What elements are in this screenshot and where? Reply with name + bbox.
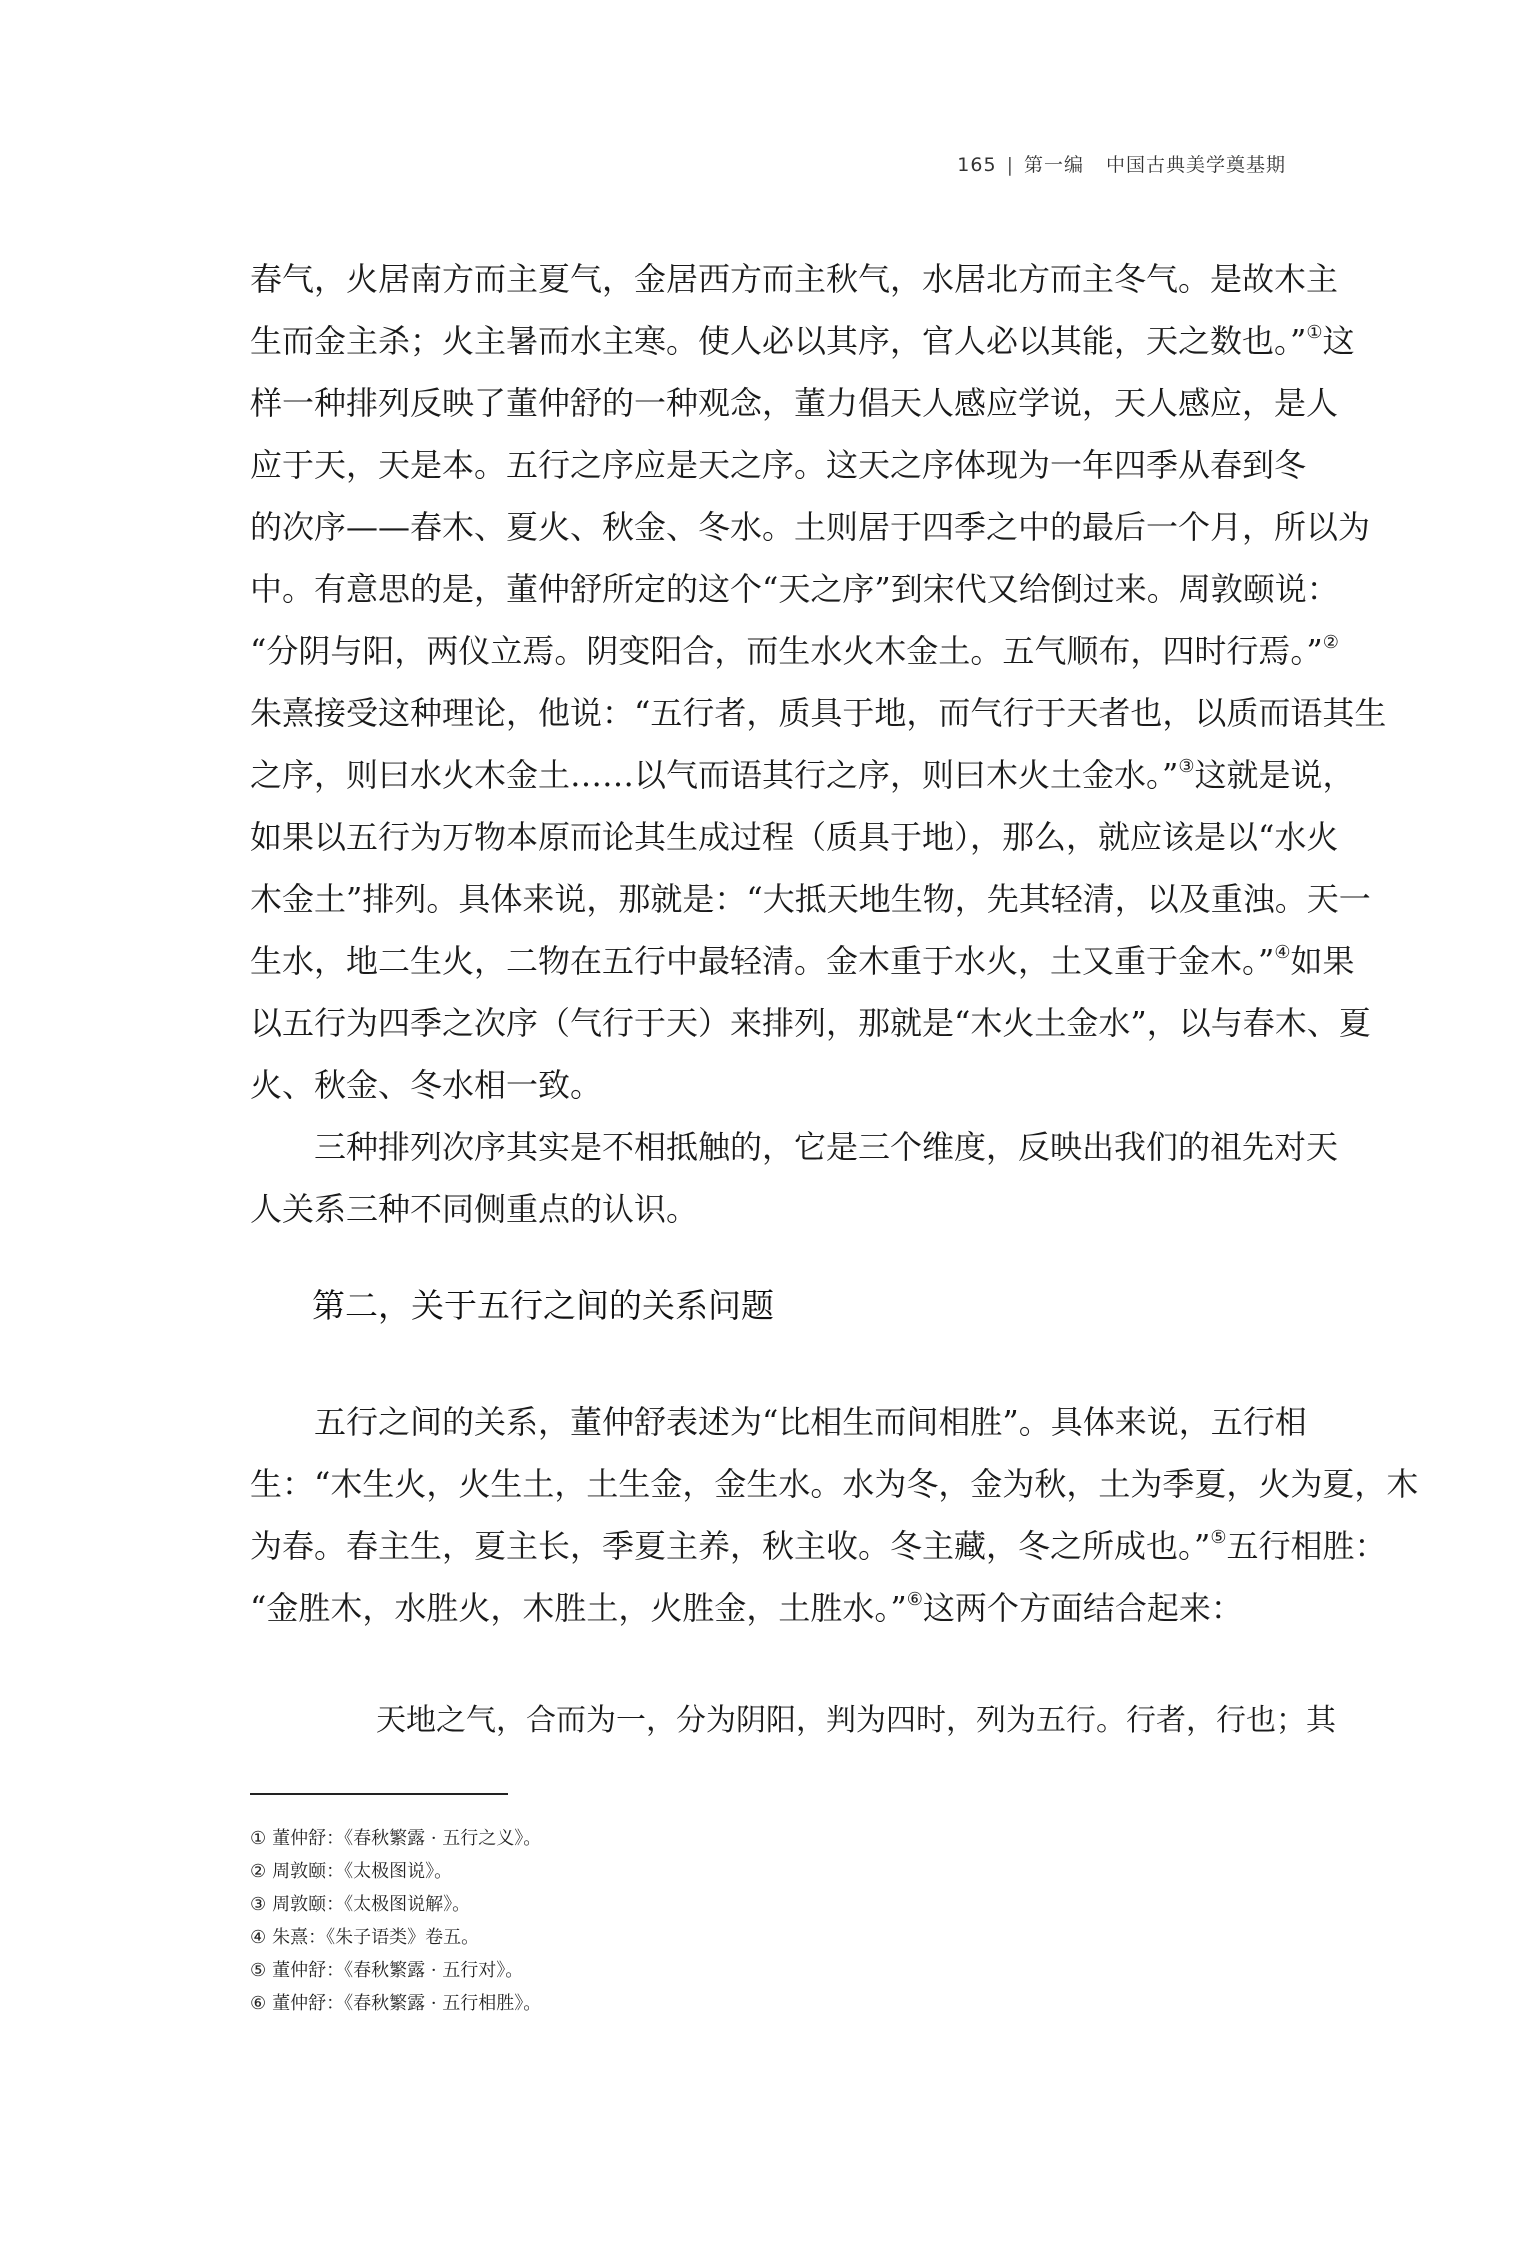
footnote-ref[interactable]: ⑤ [1210, 1527, 1227, 1548]
footnote-ref[interactable]: ④ [1274, 942, 1291, 963]
text-line: 木金土”排列。具体来说，那就是：“大抵天地生物，先其轻清，以及重浊。天一 [250, 880, 1371, 918]
text-line: 生：“木生火，火生土，土生金，金生水。水为冬，金为秋，土为季夏，火为夏，木 [250, 1465, 1419, 1503]
section-heading: 第二，关于五行之间的关系问题 [312, 1286, 774, 1325]
footnote-ref[interactable]: ① [1306, 322, 1323, 343]
text-line: “分阴与阳，两仪立焉。阴变阳合，而生水火木金土。五气顺布，四时行焉。”② [250, 632, 1339, 670]
text-line: 之序，则曰水火木金土……以气而语其行之序，则曰木火土金水。”③这就是说， [250, 756, 1355, 794]
page-number: 165 [957, 154, 997, 176]
paragraph-3 [250, 1391, 1419, 1639]
footnote-ref[interactable]: ③ [1178, 756, 1195, 777]
text-line: 如果以五行为万物本原而论其生成过程（质具于地），那么，就应该是以“水火 [250, 818, 1339, 856]
text-line: 为春。春主生，夏主长，季夏主养，秋主收。冬主藏，冬之所成也。”⑤五行相胜： [250, 1527, 1387, 1565]
footnote-item: ⑥ 董仲舒：《春秋繁露 · 五行相胜》。 [250, 1993, 542, 2014]
header-part: 第一编 [1023, 154, 1084, 176]
text-line: 朱熹接受这种理论，他说：“五行者，质具于地，而气行于天者也，以质而语其生 [250, 694, 1387, 732]
text-line: 春气，火居南方而主夏气，金居西方而主秋气，水居北方而主冬气。是故木主 [250, 260, 1339, 298]
text-line: 火、秋金、冬水相一致。 [250, 1066, 603, 1104]
footnote-item: ① 董仲舒：《春秋繁露 · 五行之义》。 [250, 1828, 542, 1849]
footnote-ref[interactable]: ⑥ [906, 1589, 923, 1610]
text-line: 的次序——春木、夏火、秋金、冬水。土则居于四季之中的最后一个月，所以为 [250, 508, 1371, 546]
footnotes [250, 1822, 541, 2020]
text-line: 中。有意思的是，董仲舒所定的这个“天之序”到宋代又给倒过来。周敦颐说： [250, 570, 1339, 608]
header-separator: | [1006, 154, 1014, 176]
text-line: 天地之气，合而为一，分为阴阳，判为四时，列为五行。行者，行也；其 [376, 1703, 1336, 1738]
text-line: “金胜木，水胜火，木胜土，火胜金，土胜水。”⑥这两个方面结合起来： [250, 1589, 1243, 1627]
paragraph-2 [250, 1116, 1339, 1240]
text-line: 生而金主杀；火主暑而水主寒。使人必以其序，官人必以其能，天之数也。”①这 [250, 322, 1355, 360]
footnote-item: ⑤ 董仲舒：《春秋繁露 · 五行对》。 [250, 1960, 524, 1981]
text-line: 应于天，天是本。五行之序应是天之序。这天之序体现为一年四季从春到冬 [250, 446, 1307, 484]
text-line: 人关系三种不同侧重点的认识。 [250, 1190, 699, 1228]
block-quote [376, 1690, 1336, 1752]
header-section: 中国古典美学奠基期 [1105, 154, 1286, 176]
footnote-item: ③ 周敦颐：《太极图说解》。 [250, 1894, 471, 1915]
text-line: 以五行为四季之次序（气行于天）来排列，那就是“木火土金水”，以与春木、夏 [250, 1004, 1371, 1042]
footnote-divider [250, 1793, 508, 1795]
footnote-item: ④ 朱熹：《朱子语类》卷五。 [250, 1927, 480, 1948]
paragraph-1 [250, 248, 1387, 1116]
text-line: 五行之间的关系，董仲舒表述为“比相生而间相胜”。具体来说，五行相 [314, 1403, 1307, 1441]
running-head [957, 150, 1286, 177]
footnote-ref[interactable]: ② [1322, 632, 1339, 653]
footnote-item: ② 周敦颐：《太极图说》。 [250, 1861, 453, 1882]
text-line: 生水，地二生火，二物在五行中最轻清。金木重于水火，土又重于金木。”④如果 [250, 942, 1355, 980]
text-line: 三种排列次序其实是不相抵触的，它是三个维度，反映出我们的祖先对天 [314, 1128, 1339, 1166]
text-line: 样一种排列反映了董仲舒的一种观念，董力倡天人感应学说，天人感应，是人 [250, 384, 1339, 422]
